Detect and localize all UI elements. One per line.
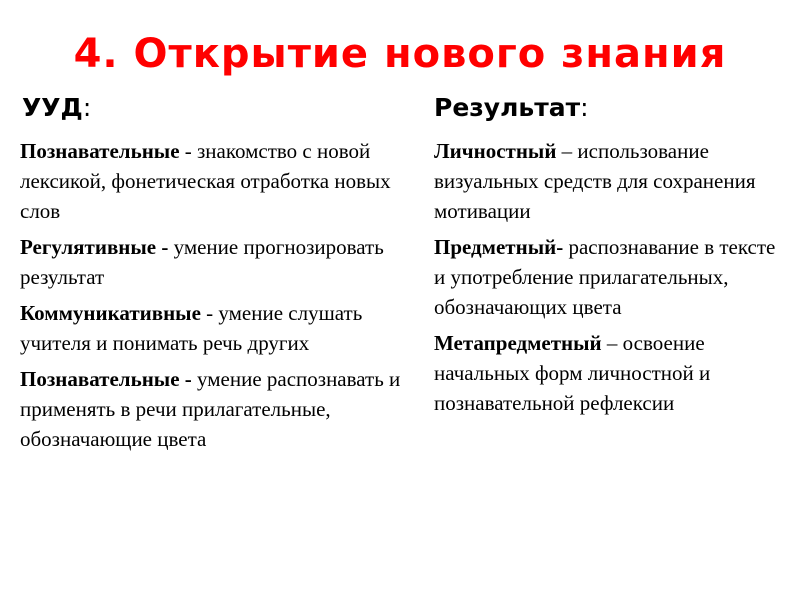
result-heading-colon: : — [580, 93, 589, 122]
result-heading-label: Результат — [434, 93, 581, 122]
uud-item-term: Коммуникативные — [20, 301, 201, 325]
uud-item-cognitive-1 — [20, 136, 405, 226]
uud-item-text: - умение слушать учителя и понимать речь других — [20, 301, 363, 355]
uud-item-term: Познавательные — [20, 139, 180, 163]
result-item-text: распознавание в тексте и употребление прилагательных, обозначающих цвета — [434, 235, 776, 319]
result-item-term: Личностный — [434, 139, 557, 163]
uud-item-cognitive-2 — [20, 364, 405, 454]
result-item-metasubject — [434, 328, 779, 418]
uud-item-text: - знакомство с новой лексикой, фонетическая отработка новых слов — [20, 139, 391, 223]
slide-title: 4. Открытие нового знания — [73, 31, 727, 77]
uud-item-text: умение прогнозировать результат — [20, 235, 384, 289]
result-item-personal — [434, 136, 779, 226]
left-column-heading — [22, 92, 91, 124]
result-item-term: Метапредметный — [434, 331, 602, 355]
result-list — [434, 136, 779, 424]
result-item-text: – освоение начальных форм личностной и познавательной рефлексии — [434, 331, 711, 415]
result-item-text: – использование визуальных средств для сохранения мотивации — [434, 139, 756, 223]
right-column-heading — [434, 92, 589, 124]
uud-item-regulatory — [20, 232, 405, 292]
uud-item-communicative — [20, 298, 405, 358]
uud-item-term: Познавательные - — [20, 367, 192, 391]
uud-item-text: умение распознавать и применять в речи прилагательные, обозначающие цвета — [20, 367, 401, 451]
uud-item-term: Регулятивные - — [20, 235, 169, 259]
result-item-term: Предметный- — [434, 235, 564, 259]
result-item-subject — [434, 232, 779, 322]
uud-list — [20, 136, 405, 460]
uud-heading-label: УУД — [22, 93, 83, 122]
uud-heading-colon: : — [82, 93, 92, 122]
